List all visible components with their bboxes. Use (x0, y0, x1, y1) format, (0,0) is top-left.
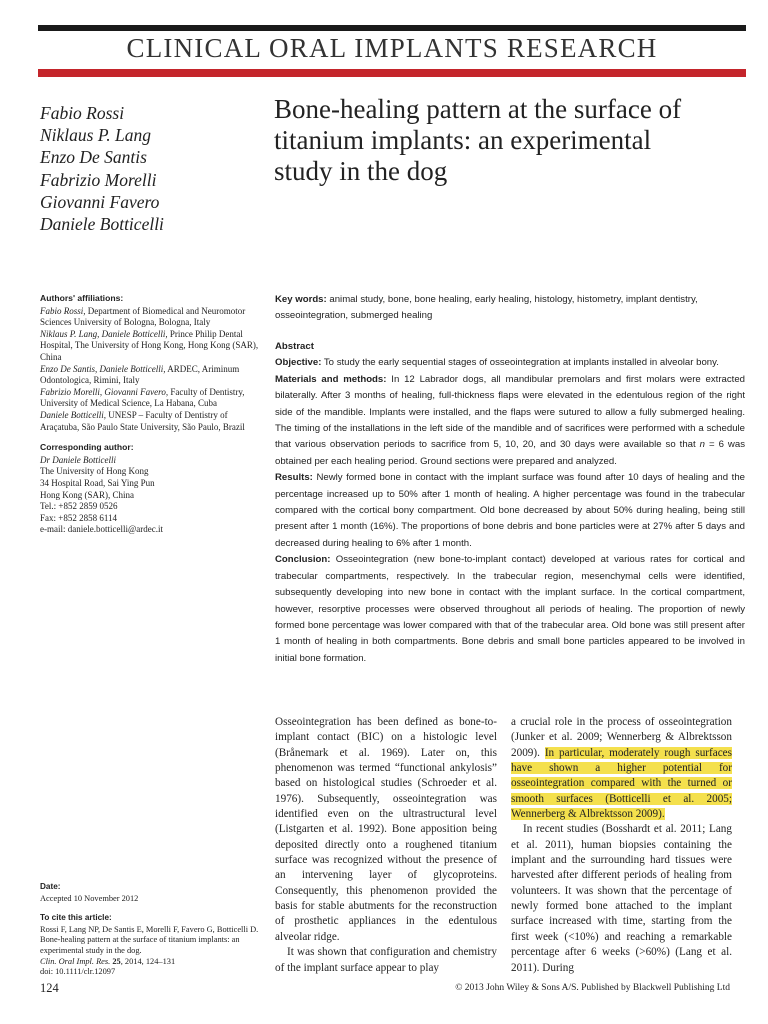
keywords-label: Key words: (275, 294, 327, 305)
cite-heading: To cite this article: (40, 913, 112, 923)
affiliation-authors: Fabrizio Morelli, Giovanni Favero, (40, 386, 169, 397)
abstract-methods (275, 372, 745, 470)
citation-authors: Rossi F, Lang NP, De Santis E, Morelli F, Favero G, Botticelli D. Bone-healing pattern at the surface of titanium implants: an experimental study in the dog. (40, 924, 259, 955)
affiliation-text: ARDEC, Ariminum Odontologica, Rimini, Italy (40, 363, 240, 386)
body-paragraph: Osseointegration has been defined as bone-to-implant contact (BIC) on a histologic level (Brånemark et al. 1969). Later on, this phenomenon was termed “functional ankylosis” based on histological studies (Schroeder et al. 1976). Subsequently, osseointegration was identified even on the ultrastructural level (Listgarten et al. 1992). Bone apposition being deposited directly onto a roughened titanium surface was recognized without the presence of an intervening layer of glycoproteins. Consequently, this phenomenon provided the basis for stable abutments for the reconstruction of prosthetic appliances in the edentulous alveolar ridge. (275, 716, 497, 943)
affiliation-text: Department of Biomedical and Neuromotor Sciences University of Bologna, Bologna, Italy (40, 305, 246, 328)
conclusion-text: Osseointegration (new bone-to-implant contact) developed at various rates for cortical and trabecular compartments, respectively. In the trabecular region, mesenchymal cells were identified, subsequently developing into new bone in contact with the implant surface. In the cortical compartment, however, resorptive processes were observed throughout all periods of healing. The proportion of newly formed bone percentage was lower compared with that of the trabecular area. Old bone was still present after 1 month of healing in both compartments. Bone debris and small bone particles appeared to be involved in initial bone formation. (275, 554, 746, 664)
affiliation-authors: Enzo De Santis, Daniele Botticelli, (40, 363, 166, 374)
methods-label: Materials and methods: (275, 373, 387, 385)
affiliation-item (40, 329, 262, 364)
affiliation-item (40, 306, 262, 329)
highlighted-text: In particular, moderately rough surfaces have shown a higher potential for osseointegration compared with the turned or smooth surfaces (Botticelli et al. 2005; Wennerberg & Albrektsson 2009). (511, 746, 732, 821)
methods-n: n (699, 439, 706, 451)
affiliation-item (40, 410, 262, 433)
results-label: Results: (275, 472, 313, 484)
citation-journal: Clin. Oral Impl. Res. (40, 956, 111, 966)
body-column-left (275, 715, 497, 976)
article-title (274, 94, 744, 187)
affiliations-heading: Authors' affiliations: (40, 293, 124, 303)
affiliation-text: UNESP – Faculty of Dentistry of Araçatuba, São Paulo State University, São Paulo, Brazil (40, 409, 245, 432)
methods-text: In 12 Labrador dogs, all mandibular premolars and first molars were extracted bilaterally. After 3 months of healing, full-thickness flaps were elevated in the edentulous region of the right side of the mandible. Implants were installed, and the flaps were sutured to allow a fully submerged healing. The timing of the installations in the left side of the mandible and of sacrifices were performed with a schedule that various observation periods to sacrifice from 5, 10, 20, and 30 days were available so that (275, 373, 745, 451)
citation-volume: 25 (112, 956, 121, 966)
header-accent-bar (38, 69, 746, 77)
affiliation-text: Prince Philip Dental Hospital, The University of Hong Kong, Hong Kong (SAR), China (40, 328, 259, 362)
affiliation-item (40, 364, 262, 387)
conclusion-label: Conclusion: (275, 554, 331, 566)
author-list (40, 102, 260, 235)
keywords-text: animal study, bone, bone healing, early healing, histology, histometry, implant dentistry, osseointegration, submerged healing (275, 294, 698, 322)
header-top-rule (38, 25, 746, 31)
sidebar-affiliations (40, 293, 262, 536)
article-title-line: titanium implants: an experimental (274, 125, 652, 155)
objective-label: Objective: (275, 357, 322, 369)
methods-text-end: = 6 was obtained per each healing period. Ground sections were prepared and analyzed. (275, 439, 745, 467)
corresponding-author (40, 442, 262, 536)
author-name: Giovanni Favero (40, 191, 160, 212)
citation-text (40, 925, 262, 978)
accepted-date: Accepted 10 November 2012 (40, 893, 139, 903)
corresponding-name: Dr Daniele Botticelli (40, 454, 116, 465)
author-name: Fabio Rossi (40, 103, 125, 123)
phone-line: Tel.: +852 2859 0526 (40, 501, 118, 512)
author-name: Daniele Botticelli (40, 214, 164, 235)
citation-pages: , 2014, 124–131 (120, 956, 176, 966)
copyright-notice: © 2013 John Wiley & Sons A/S. Published by Blackwell Publishing Ltd (455, 983, 730, 993)
corresponding-heading: Corresponding author: (40, 442, 134, 453)
body-column-right (511, 715, 732, 976)
body-paragraph: In recent studies (Bosshardt et al. 2011; Lang et al. 2011), human biopsies containing the implant and the surrounding hard tissues were harvested after different periods of healing from volunteers. It was shown that the percentage of newly formed bone attached to the implant surface increased with time, starting from the first week (<10%) and reaching a remarkable percentage after 6 weeks (>60%) (Lang et al. 2011). During (511, 823, 732, 974)
abstract-objective (275, 355, 745, 371)
author-name: Fabrizio Morelli (40, 169, 157, 190)
affiliation-authors: Niklaus P. Lang, Daniele Botticelli, (40, 328, 168, 339)
article-title-line: study in the dog (274, 156, 448, 186)
address-line: The University of Hong Kong (40, 466, 149, 477)
abstract (275, 339, 745, 667)
email-line: e-mail: daniele.botticelli@ardec.it (40, 524, 163, 535)
page-number: 124 (40, 981, 59, 995)
objective-text: To study the early sequential stages of osseointegration at implants installed in alveolar bony. (323, 357, 719, 369)
author-name: Enzo De Santis (40, 147, 147, 168)
article-title-line: Bone-healing pattern at the surface of (274, 94, 682, 124)
author-name: Niklaus P. Lang (40, 125, 152, 146)
journal-title: CLINICAL ORAL IMPLANTS RESEARCH (126, 33, 658, 63)
fax-line: Fax: +852 2858 6114 (40, 512, 117, 523)
citation-doi: doi: 10.1111/clr.12097 (40, 967, 116, 977)
body-paragraph: It was shown that configuration and chemistry of the implant surface appear to play (275, 946, 497, 974)
body-text: a crucial role in the process of osseointegration (Junker et al. 2009; Wennerberg & Albrektsson 2009). (511, 716, 732, 759)
affiliation-item (40, 387, 262, 410)
article-dates (40, 882, 262, 978)
date-heading: Date: (40, 882, 61, 891)
abstract-results (275, 470, 745, 552)
affiliation-authors: Fabio Rossi, (40, 305, 86, 316)
body-paragraph (511, 715, 732, 822)
affiliation-authors: Daniele Botticelli, (40, 409, 106, 420)
keywords (275, 292, 745, 325)
results-text: Newly formed bone in contact with the implant surface was found after 10 days of healing and the percentage increased up to 50% after 1 month of healing. A higher percentage was found in the trabecular compared with the cortical bony compartment. Old bone decreased by about 50% during healing, being still present after 1 month (16%). The proportions of bone debris and bone particles were at 27% after 5 days and decreased during healing to 6% after 1 month. (275, 472, 746, 549)
address-line: 34 Hospital Road, Sai Ying Pun (40, 477, 155, 488)
citation-block (40, 913, 262, 978)
abstract-heading: Abstract (275, 341, 314, 352)
affiliation-text: Faculty of Dentistry, University of Medical Science, La Habana, Cuba (40, 386, 245, 409)
address-line: Hong Kong (SAR), China (40, 489, 134, 500)
abstract-conclusion (275, 552, 745, 667)
